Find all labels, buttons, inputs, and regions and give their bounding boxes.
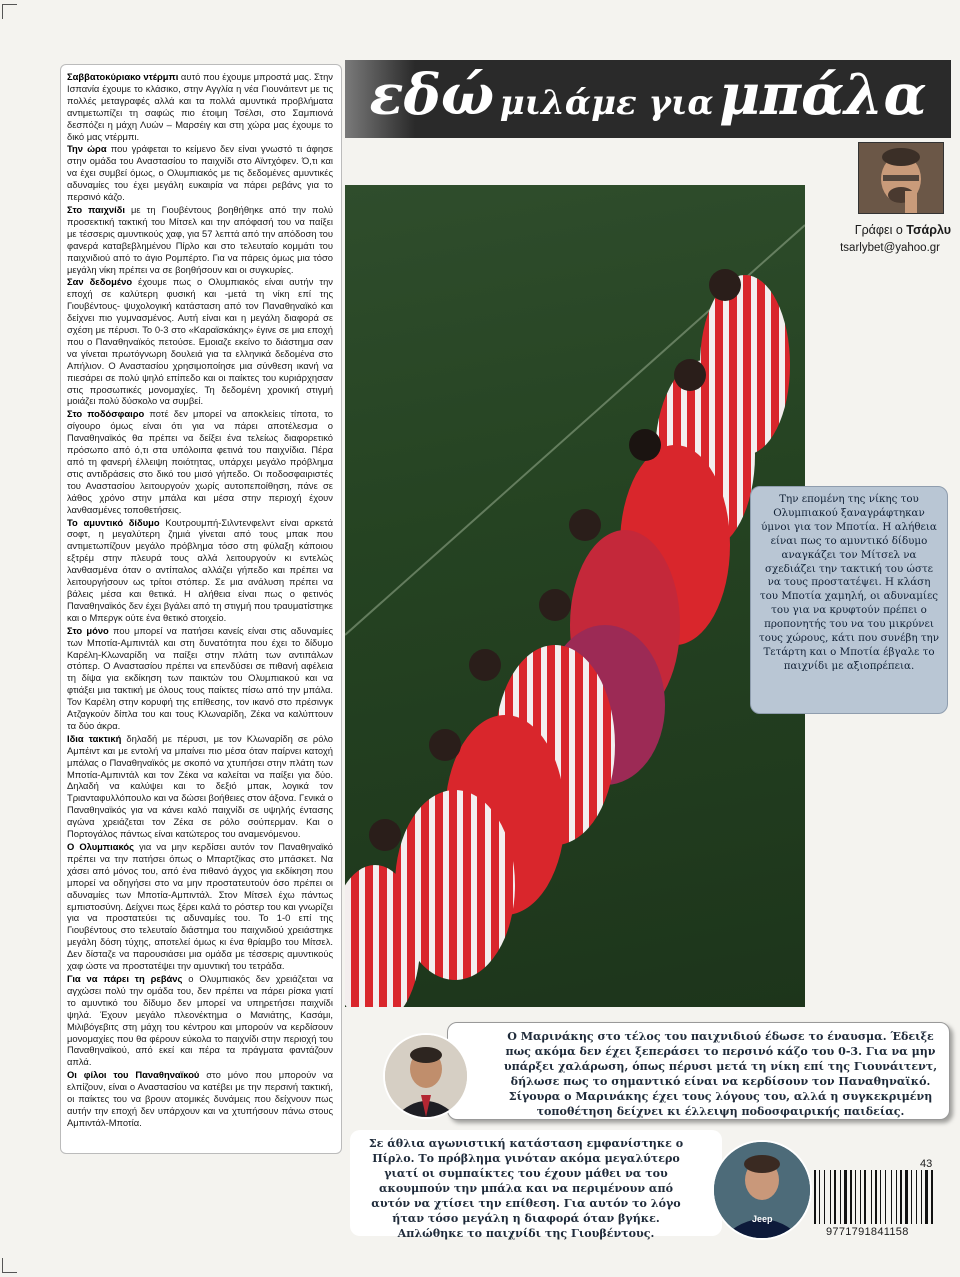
crop-mark-bottom-left <box>2 1258 17 1273</box>
barcode-bar <box>896 1170 897 1224</box>
paragraph-lead: Οι φίλοι του Παναθηναϊκού <box>67 1069 200 1081</box>
article-paragraph <box>67 408 333 515</box>
section-title <box>345 62 951 128</box>
paragraph-text: που γράφεται το κείμενο δεν είναι γνωστό τι άφησε στην ομάδα του Αναστασίου το παιχνίδι στο Αϊντχόφεν. Ό,τι και να έχει συμβεί όμως, ο Ολυμπιακός με τις δεδομένες αμυντικές αδυναμίες του έχει μεγάλη ευκαιρία να πάρει ρεβάνς για το περσινό κάζο. <box>67 143 333 203</box>
barcode-bar <box>875 1170 877 1224</box>
barcode-bar <box>844 1170 847 1224</box>
paragraph-text: Κουτρουμπή-Σιλντενφελντ είναι αρκετά σοφτ, η μεγαλύτερη ζημιά γίνεται από τους μπακ που αντιμετωπίζουν μεγάλο πρόβλημα τόσο στη φύλαξη κάποιου εξτρέμ στην πλευρά τους αλλά λειτουργούν κι εντελώς λανθασμένα όταν ο αντίπαλος αλλάζει γήπεδο και πρέπει να λειτουργήσουν ως τρίτοι στόπερ. Σε μια ανάλυση πρέπει να βάλεις μέσα και θετικά. Η αλήθεια είναι πως ο φετινός Παναθηναϊκός δεν έχει βγάλει από τη στιγμή που τραυματίστηκε και ο Μπεργκ ούτε ένα θετικό στοιχείο. <box>67 516 333 623</box>
barcode-bar <box>905 1170 908 1224</box>
paragraph-text: με τη Γιουβέντους βοηθήθηκε από την πολύ προσεκτική τακτική του Μίτσελ και την απόφασή του να παίξει με τέσσερις αμυντικούς χαφ, για 57 λεπτά από την απόδοση του φανερά καταβεβλημένου Πίρλο και στο τελευταίο κομμάτι του παιχνιδιού από το άγιο Ρομπέρτο. Για να πάρεις όμως μια τόσο μεγάλη νίκη πρέπει να σε βοηθήσουν και οι συγκυρίες. <box>67 203 333 275</box>
author-email: tsarlybet@yahoo.gr <box>840 242 940 254</box>
barcode-bar <box>864 1170 866 1224</box>
barcode-number: 9771791841158 <box>826 1226 909 1238</box>
paragraph-lead: Για να πάρει τη ρεβάνς <box>67 972 183 984</box>
barcode-bar <box>855 1170 856 1224</box>
paragraph-lead: Σαββατοκύριακο ντέρμπι <box>67 71 179 82</box>
barcode-bar <box>840 1170 841 1224</box>
barcode-bar <box>891 1170 892 1224</box>
article-paragraph <box>67 733 333 840</box>
barcode-bar <box>850 1170 852 1224</box>
barcode-bar <box>819 1170 820 1224</box>
paragraph-lead: Την ώρα <box>67 143 107 155</box>
paragraph-lead: Στο ποδόσφαιρο <box>67 408 145 420</box>
paragraph-text: έχουμε πως ο Ολυμπιακός είναι αυτήν την εποχή σε καλύτερη φυσική και -μετά τη νίκη επί της Γιουβέντους- ψυχολογική κατάσταση από τον Παναθηναϊκό και δείχνει πιο γυμνασμένος. Αυτή είναι και η μεγάλη διαφορά σε σχέση με πέρυσι. Το 0-3 στο «Καραϊσκάκης» έγινε σε μια εποχή που ο Παναθηναϊκός πετούσε. Εμοιαζε εκείνο το διάστημα σαν να γίνεται πρωτόγνωρη δουλειά για τα ελληνικά δεδομένα στο Απήλιον. Ο Αναστασίου χρησιμοποίησε μια σύνθεση ικανή να πιεσάρει σε πολύ ψηλό επίπεδο και οι παίκτες του κυριάρχησαν στις προσωπικές μονομαχίες. Τη δεδομένη χρονική στιγμή μοιάζει πολύ δύσκολο να συμβεί. <box>67 276 333 407</box>
pull-quote-botia: Την επομένη της νίκης του Ολυμπιακού ξαναγράφτηκαν ύμνοι για τον Μποτία. Η αλήθεια είναι πως το αμυντικό δίδυμο αναγκάζει τον Μίτσελ να σχεδιάζει την τακτική του ώστε να τους προστατέψει. Η κλάση του Μποτία χαμηλή, οι αδυναμίες του για να κρυφτούν πρέπει ο προπονητής του να του μικρύνει τους χώρους, κάτι που συνέβη την Τετάρτη και ο Μποτία έβγαλε το παιχνίδι με αξιοπρέπεια. <box>750 486 948 714</box>
paragraph-text: δηλαδή με πέρυσι, με τον Κλωναρίδη σε ρόλο Αμπέιντ και με εντολή να μπαίνει πιο μέσα όταν παίρνει κατοχή μπάλας ο Παναθηναϊκός με σκοπό να χτυπήσει στην πλάτη των Μποτία-Αμπιντάλ και τον Ζέκα να καλείται να παίξει για δύο. Δηλαδή να καλύψει και το δεξιό μπακ, λογικά τον Τριανταφυλλόπουλο και να δώσει βοήθειες στον άξονα. Γενικά ο Παναθηναϊκός για να κάνει καλό παιχνίδι σε υψηλής έντασης αγώνα χρειάζεται τον Ζέκα σε ρόλο σούπερμαν. Και ο Πορτογάλος πάντως είναι κατώτερος του αναμενόμενου. <box>67 732 333 840</box>
main-photo <box>345 185 805 1007</box>
paragraph-text: αυτό που έχουμε μπροστά μας. Στην Ισπανία έχουμε το κλάσικο, στην Αγγλία η νέα Γιουνάιτεντ με τις πολλές μεταγραφές αλλά και τα πολλά αμυντικά προβλήματα αντιμετωπίζει τη σαφώς πιο έτοιμη Τσέλσι, στο Σαμπιονά δεσπόζει η μάχη Λυών – Μαρσέιγ και στη χώρα μας έχουμε το δικό μας ντέρμπι. <box>67 71 333 142</box>
barcode-bar <box>900 1170 902 1224</box>
article-paragraph <box>67 625 333 732</box>
barcode-bar <box>860 1170 861 1224</box>
article-paragraph <box>67 204 333 275</box>
kit-sponsor-text: Jeep <box>752 1214 773 1224</box>
paragraph-text: για να μην κερδίσει αυτόν τον Παναθηναϊκό πρέπει να την πατήσει όπως ο Μπαρτζίκας στο μπάσκετ. Να χάσει από μόνος του, από ένα πιθανό άγχος για εκδίκηση που μπορεί να οδηγήσει στο να μην προστατευτούν όσο πρέπει οι αδυναμίες των Μποτία-Αμπιντάλ. Στον Μίτσελ έχω πάντως εμπιστοσύνη. Δείχνει πως ξέρει καλά το ρόστερ του και γνωρίζει για να προστατεύει τις αδυναμίες του. Το 1-0 επί της Γιουβέντους στο τελευταίο διάστημα του παιχνιδιού χρειάστηκε μεγάλη δόση τύχης, αποτελεί όμως κι ένα θρίαμβο του Μίτσελ. Δεν δίσταζε να παρουσιάσει μια ομάδα με τέσσερις αμυντικούς χαφ ώστε να προστατέψει την αμυντική του τετράδα. <box>67 841 333 972</box>
paragraph-lead: Στο παιχνίδι <box>67 203 125 215</box>
page-number: 43 <box>920 1158 933 1170</box>
paragraph-lead: Το αμυντικό δίδυμο <box>67 516 160 528</box>
barcode-bar <box>921 1170 922 1224</box>
section-header <box>345 60 951 138</box>
title-word-2: μπάλα <box>719 62 927 128</box>
paragraph-text: ο Ολυμπιακός δεν χρειάζεται να αγχώσει πολύ την ομάδα του, δεν πρέπει να πάρει ρίσκα γιατί το αμυντικό του δίδυμο δεν μπορεί να υπηρετήσει παιχνίδι ψηλά. Έχουν μεγάλο πλεονέκτημα ο Μανιάτης, Κασάμι, Μιλιβόγεβιτς στη μάχη του κέντρου και μπορούν να κερδίσουν μονομαχίες που θα φέρουν εύκολα το παιχνίδι στην περιοχή του Παναθηναϊκού, από εκεί και πέρα τα πράγματα φαντάζουν απλά. <box>67 972 334 1068</box>
barcode-bar <box>885 1170 886 1224</box>
author-photo <box>858 142 944 214</box>
article-paragraph <box>67 517 333 624</box>
paragraph-text: που μπορεί να πατήσει κανείς είναι στις αδυναμίες των Μποτία-Αμπιντάλ και στη δυνατότητα που έχει το δίδυμο Καρέλη-Κλωναρίδη να παίξει στην πλάτη των αντιπάλων στόπερ. Ο Αναστασίου πρέπει να επενδύσει σε πιθανή αφέλεια τη δίψα για εκδίκηση των παικτών του Ολυμπιακού και να φτιάξει μια τακτική με όλους τους παίκτες πίσω από την μπάλα. Τον Καρέλη στην κορυφή της επίθεσης, τον ικανό στο πρέσινγκ Ατζαγκούν δίπλα του και τους Κλωναρίδη, Ζέκα να καλύπτουν τα δύο άκρα. <box>67 624 333 731</box>
article-paragraph <box>67 143 333 203</box>
article-paragraph <box>67 1069 333 1129</box>
barcode-bar <box>830 1170 831 1224</box>
paragraph-lead: Ο Ολυμπιακός <box>67 841 134 852</box>
barcode-bar <box>814 1170 816 1224</box>
paragraph-lead: Σαν δεδομένο <box>67 276 133 288</box>
paragraph-text: ποτέ δεν μπορεί να αποκλείεις τίποτα, το σίγουρο όμως είναι ότι για να πάρει αποτέλεσμα ο Παναθηναϊκός θα πρέπει να δείξει ένα τελείως διαφορετικό πρόσωπο από ό,τι στα υπόλοιπα φετινά του παιχνίδια. Πέρα από τη φανερή έλλειψη ποιότητας, υπάρχει μεγάλο πρόβλημα στις αντιδράσεις στο δικό του μισό γήπεδο. Οι ποδοσφαιριστές του Αναστασίου λειτουργούν χωρίς αυτοπεποίθηση, πάνε σε λάθος χρόνο στην μπάλα και μέσα στην περιοχή έχουν λανθασμένες τοποθετήσεις. <box>67 408 333 515</box>
title-middle: μιλάμε για <box>499 83 714 123</box>
article-paragraph <box>67 71 333 142</box>
article-paragraph <box>67 841 333 972</box>
barcode <box>814 1170 946 1224</box>
title-word-1: εδώ <box>369 62 495 128</box>
paragraph-lead: Ιδια τακτική <box>67 732 122 744</box>
pirlo-photo <box>712 1140 812 1240</box>
barcode-bar <box>834 1170 836 1224</box>
article-column <box>60 64 342 1154</box>
barcode-bar <box>911 1170 912 1224</box>
barcode-bar <box>871 1170 872 1224</box>
barcode-bar <box>931 1170 933 1224</box>
barcode-bar <box>925 1170 928 1224</box>
article-paragraph <box>67 276 333 407</box>
author-name: Τσάρλυ <box>906 223 951 237</box>
pirlo-box: Σε άθλια αγωνιστική κατάσταση εμφανίστηκε ο Πίρλο. Το πρόβλημα γινόταν ακόμα μεγαλύτερο γιατί οι συμπαίκτες του έχουν μάθει να του ακουμπούν την μπάλα και να περιμένουν από αυτόν να χτίσει την επίθεση. Για αυτόν το λόγο ήταν τόσο μεγάλη η διαφορά όταν βγήκε. Απλώθηκε το παιχνίδι της Γιουβέντους. <box>350 1130 722 1236</box>
barcode-bar <box>916 1170 917 1224</box>
barcode-bar <box>824 1170 825 1224</box>
barcode-bar <box>880 1170 881 1224</box>
marinakis-photo <box>383 1033 469 1119</box>
author-byline <box>808 223 951 237</box>
crop-mark-top-left <box>2 4 17 19</box>
article-paragraph <box>67 973 333 1068</box>
paragraph-text: στο μόνο που μπορούν να ελπίζουν, είναι ο Αναστασίου να κατέβει με την περσινή τακτική, οι παίκτες του να βρουν ατομικές δυνάμεις που δείχνουν πως αυτήν την εποχή δεν υπάρχουν και να χτυπήσουν πάνω στους Αμπιντάλ-Μποτία. <box>67 1069 333 1128</box>
byline-prefix: Γράφει ο <box>854 223 903 237</box>
players-group <box>345 269 790 1007</box>
paragraph-lead: Στο μόνο <box>67 624 109 636</box>
marinakis-box: Ο Μαρινάκης στο τέλος του παιχνιδιού έδωσε το έναυσμα. Έδειξε πως ακόμα δεν έχει ξεπεράσει το περσινό κάζο του 0-3. Για να μην υπάρξει χαλάρωση, όπως πέρυσι μετά τη νίκη επί της Γιουνάιτεντ, δήλωσε πως το σημαντικό είναι να κερδίσουν τον Παναθηναϊκό. Σίγουρα ο Μαρινάκης έχει τους λόγους του, αλλά η συγκεκριμένη τοποθέτηση δείχνει κι έλλειψη ποδοσφαιρικής παιδείας. <box>447 1022 950 1120</box>
